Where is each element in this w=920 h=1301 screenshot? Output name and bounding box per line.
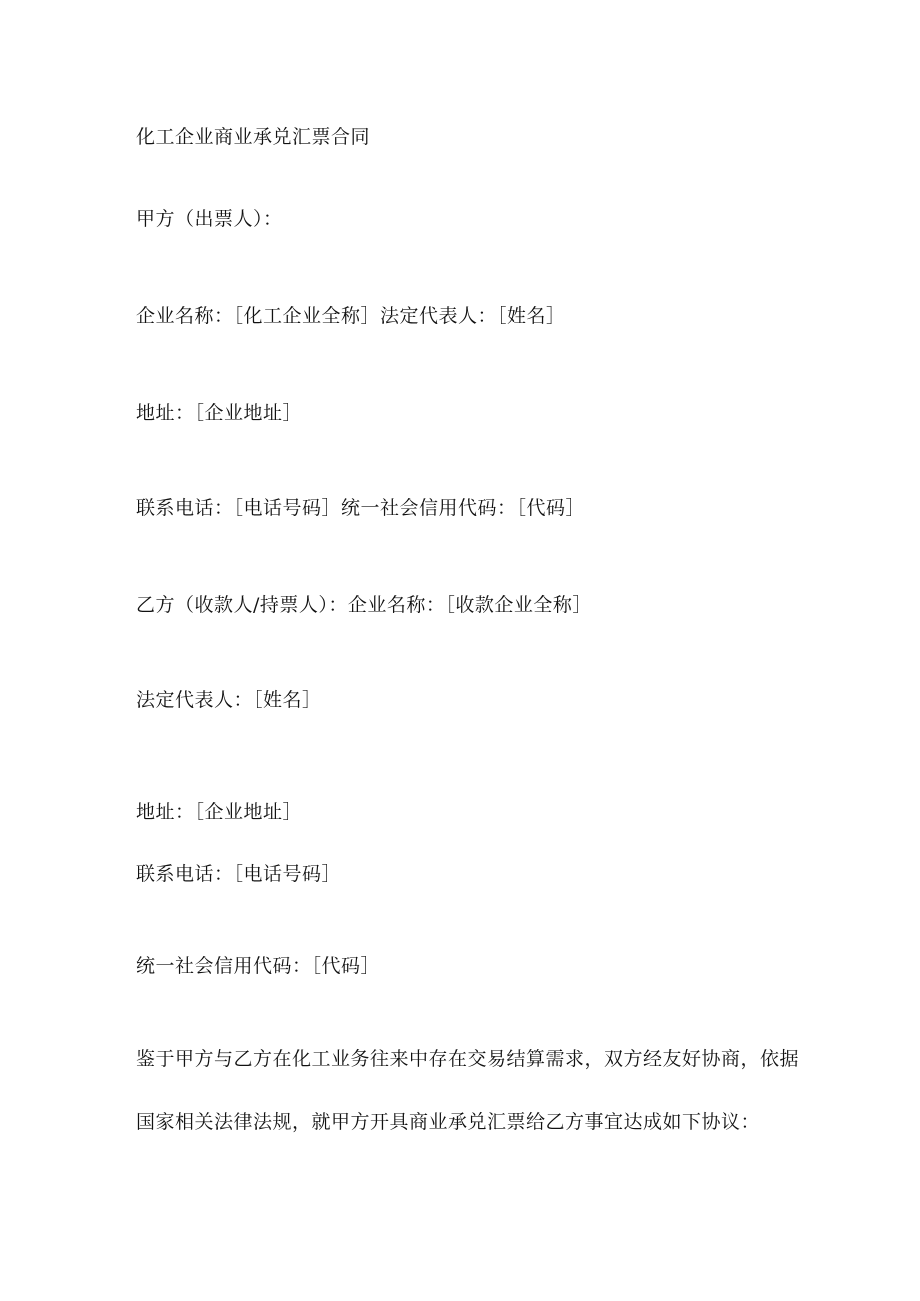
party-b-heading-line: 乙方（收款人/持票人）：企业名称：［收款企业全称］ (136, 594, 592, 616)
party-b-address-line: 地址：［企业地址］ (136, 801, 303, 823)
party-a-address-line: 地址：［企业地址］ (136, 402, 303, 424)
party-b-phone-line: 联系电话：［电话号码］ (136, 863, 342, 885)
intro-paragraph-line: 国家相关法律法规，就甲方开具商业承兑汇票给乙方事宜达成如下协议： (136, 1111, 761, 1133)
party-a-name-line: 企业名称：［化工企业全称］法定代表人：［姓名］ (136, 305, 566, 327)
party-a-heading: 甲方（出票人）： (136, 208, 283, 230)
intro-paragraph-line: 鉴于甲方与乙方在化工业务往来中存在交易结算需求，双方经友好协商，依据 (136, 1048, 800, 1070)
party-a-contact-line: 联系电话：［电话号码］统一社会信用代码：［代码］ (136, 497, 586, 519)
party-b-code-line: 统一社会信用代码：［代码］ (136, 955, 381, 977)
document-title: 化工企业商业承兑汇票合同 (136, 126, 371, 148)
party-b-rep-line: 法定代表人：［姓名］ (136, 689, 322, 711)
